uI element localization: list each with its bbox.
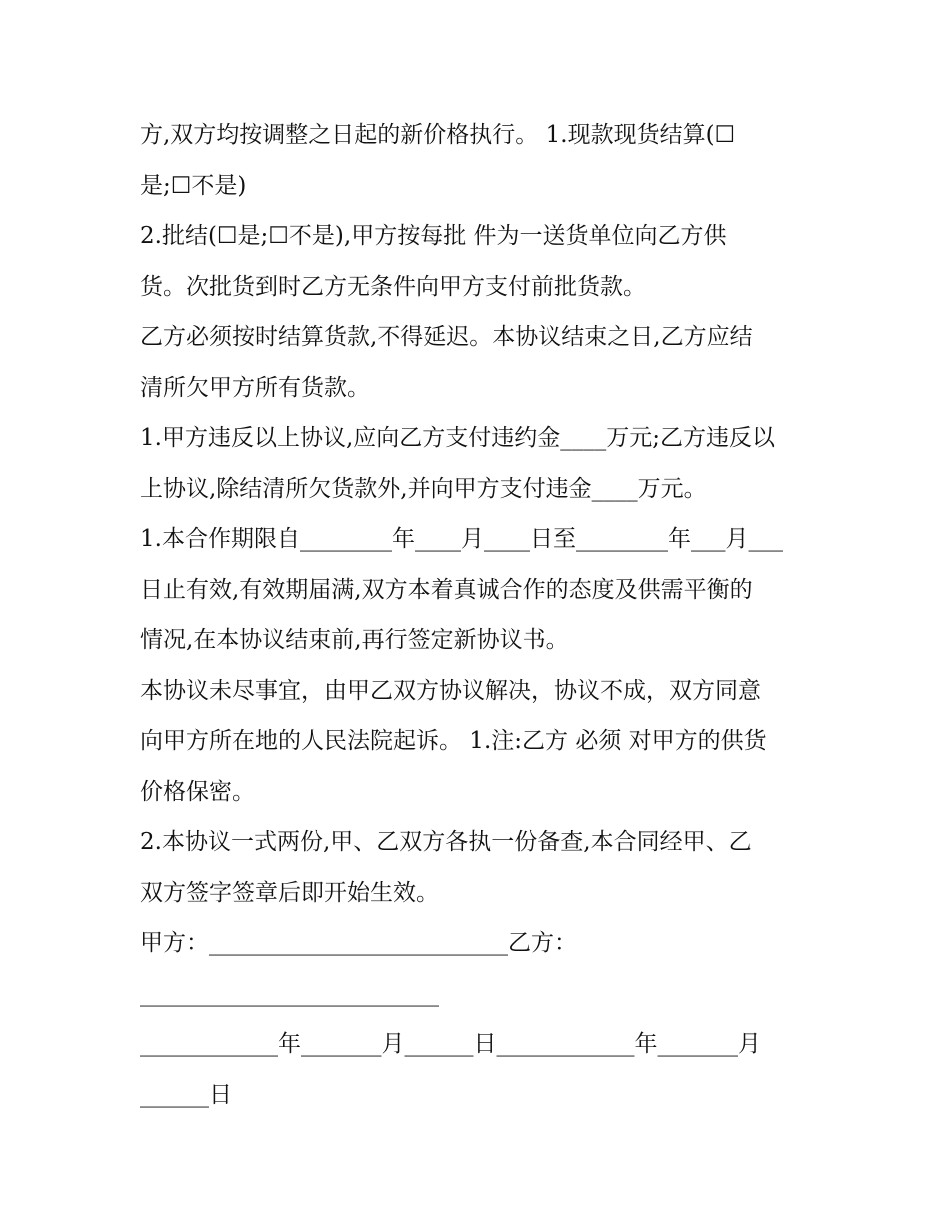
text-line: 上协议,除结清所欠货款外,并向甲方支付违金____万元。 xyxy=(140,475,707,502)
signature-line-party-a-b: 甲方：__________________________乙方： xyxy=(140,930,577,956)
text-line: 货。次批货到时乙方无条件向甲方支付前批货款。 xyxy=(140,273,646,300)
date-line: ____________年_______月______日____________年_______月 xyxy=(140,1031,761,1057)
signature-line-party-b: __________________________ xyxy=(140,980,439,1007)
text-line: 双方签字签章后即开始生效。 xyxy=(140,879,439,906)
text-line: 价格保密。 xyxy=(140,778,255,805)
text-line: 2.本协议一式两份,甲、乙双方各执一份备查,本合同经甲、乙 xyxy=(140,829,752,855)
text-line: 是;☐不是) xyxy=(140,172,247,199)
text-line: 向甲方所在地的人民法院起诉。 1.注:乙方 必须 对甲方的供货 xyxy=(140,728,767,754)
text-line: 方,双方均按调整之日起的新价格执行。 1.现款现货结算(☐ xyxy=(140,122,736,148)
text-line: 1.本合作期限自________年____月____日至________年___月___ xyxy=(140,526,783,552)
contract-text xyxy=(140,110,820,1120)
text-line: 1.甲方违反以上协议,应向乙方支付违约金____万元;乙方违反以 xyxy=(140,425,776,451)
text-line: 日止有效,有效期届满,双方本着真诚合作的态度及供需平衡的 xyxy=(140,576,753,603)
text-line: 本协议未尽事宜，由甲乙双方协议解决，协议不成，双方同意 xyxy=(140,677,761,704)
text-line: 情况,在本协议结束前,再行签定新协议书。 xyxy=(140,627,569,653)
text-line: 清所欠甲方所有货款。 xyxy=(140,374,370,401)
text-line: 2.批结(☐是;☐不是),甲方按每批 件为一送货单位向乙方供 xyxy=(140,223,727,249)
text-line: 乙方必须按时结算货款,不得延迟。本协议结束之日,乙方应结 xyxy=(140,324,753,350)
date-line-end: ______日 xyxy=(140,1081,232,1108)
